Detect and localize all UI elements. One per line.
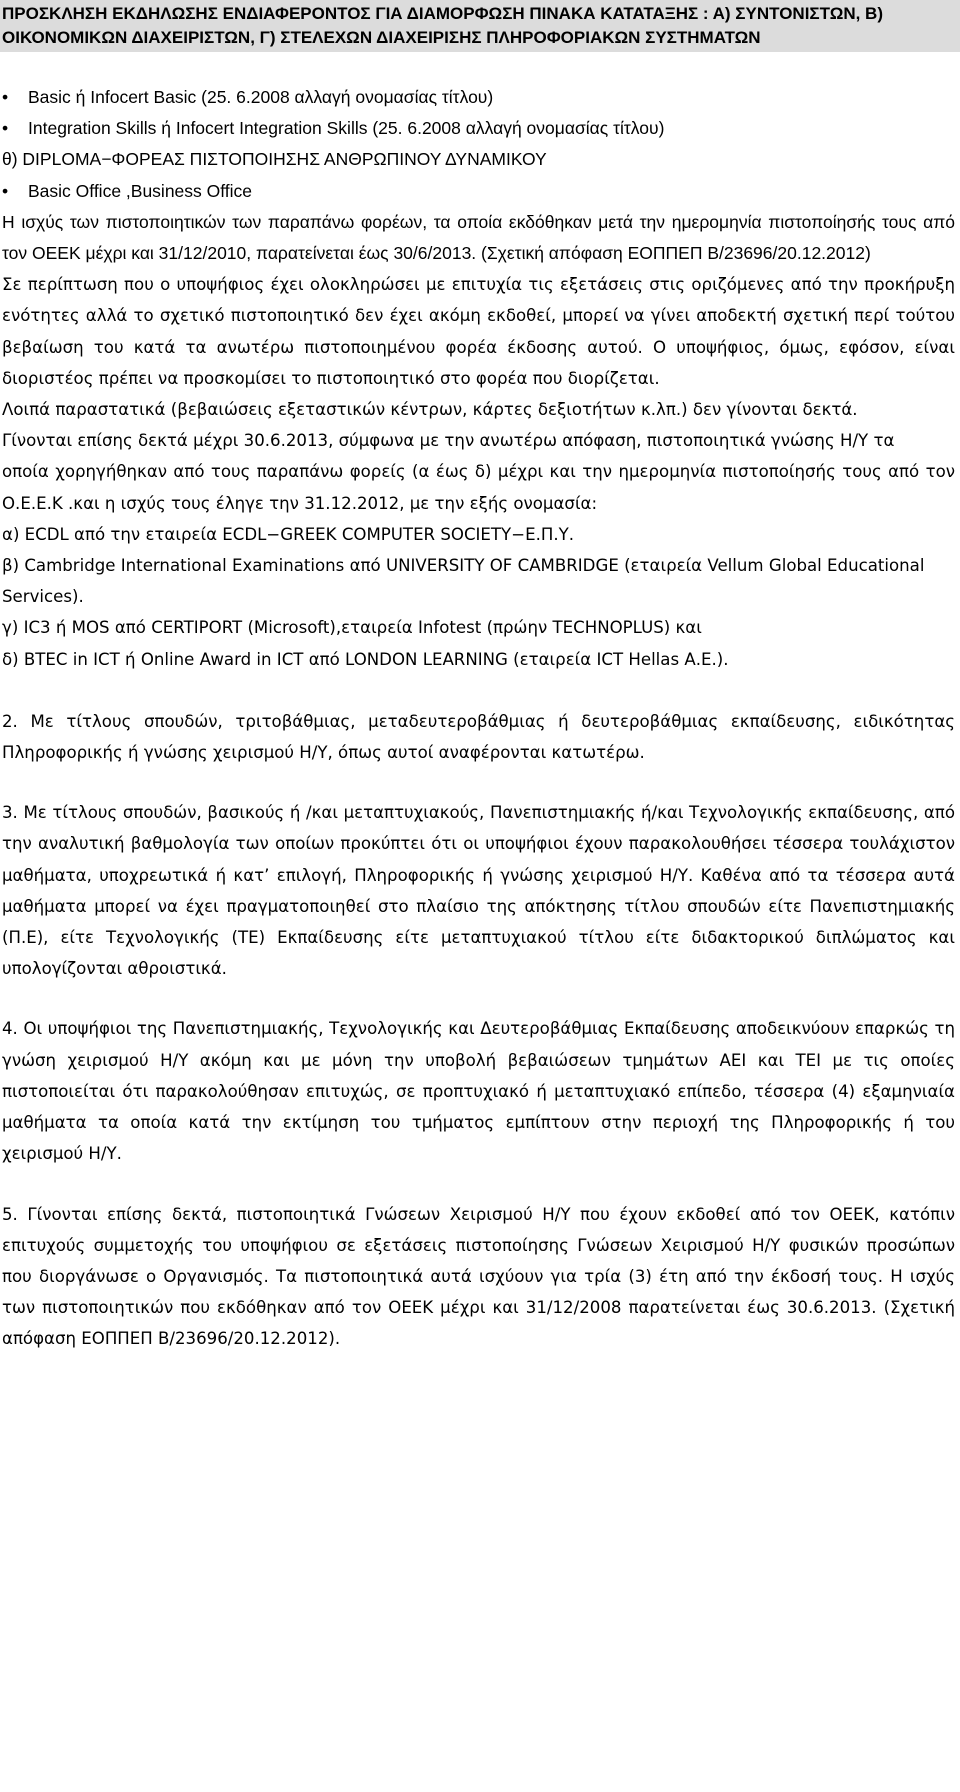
validity-paragraph: Η ισχύς των πιστοποιητικών των παραπάνω φορέων, τα οποία εκδόθηκαν μετά την ημερομηνία πιστοποίησής τους από τον ΟΕΕΚ μέχρι και 31/12/2010, παρατείνεται έως 30/6/2013. (Σχετική απόφαση ΕΟΠΠΕΠ Β/23696/20.12.2012) — [2, 211, 955, 264]
bullet-icon: • — [2, 118, 9, 139]
numbered-paragraph-3: 3. Με τίτλους σπουδών, βασικούς ή /και μεταπτυχιακούς, Πανεπιστημιακής ή/και Τεχνολογικής εκπαίδευσης, από την αναλυτική βαθμολογία των οποίων προκύπτει ότι οι υποψήφιοι έχουν παρακολουθήσει τέσσερα τουλάχιστον μαθήματα, υποχρεωτικά ή κατ’ επιλογή, Πληροφορικής ή γνώσης χειρισμού Η/Υ. Καθένα από τα τέσσερα αυτά μαθήματα μπορεί να έχει πραγματοποιηθεί στο πλαίσιο της απόκτησης τίτλου σπουδών είτε Πανεπιστημιακής (Π.Ε), είτε Τεχνολογικής (ΤΕ) Εκπαίδευσης είτε μεταπτυχιακού τίτλου είτε διδακτορικού διπλώματος και υπολογίζονται αθροιστικά. — [2, 803, 955, 979]
bullet-icon: • — [2, 180, 9, 201]
list-item-gamma: γ) IC3 ή MOS από CERTIPORT (Microsoft),εταιρεία Infotest (πρώην TECHNOPLUS) και — [2, 618, 702, 638]
theta-line: θ) DIPLOMA−ΦΟΡΕΑΣ ΠΙΣΤΟΠΟΙΗΣΗΣ ΑΝΘΡΩΠΙΝΟΥ ΔΥΝΑΜΙΚΟΥ — [2, 149, 547, 170]
list-item-delta: δ) BTEC in ICT ή Online Award in ICT από LONDON LEARNING (εταιρεία ICT Hellas Α.Ε.). — [2, 649, 729, 669]
bullet-icon: • — [2, 87, 9, 107]
document-body — [2, 82, 955, 1355]
bullet-item — [2, 176, 955, 207]
accepted-paragraph-2: οποία χορηγήθηκαν από τους παραπάνω φορείς (α έως δ) μέχρι και την ημερομηνία πιστοποίησής τους από τον Ο.Ε.Ε.Κ .και η ισχύς τους έληγε την 31.12.2012, με την εξής ονομασία: — [2, 462, 955, 513]
bullet-item — [2, 82, 955, 113]
list-item-beta: β) Cambridge International Examinations από UNIVERSITY OF CAMBRIDGE (εταιρεία Vellum Global Educational Services). — [2, 556, 925, 607]
pending-certificate-paragraph: Σε περίπτωση που ο υποψήφιος έχει ολοκληρώσει με επιτυχία τις εξετάσεις στις οριζόμενες από την προκήρυξη ενότητες αλλά το σχετικό πιστοποιητικό δεν έχει ακόμη εκδοθεί, μπορεί να γίνει αποδεκτή σχετική περί τούτου βεβαίωση του κατά τα ανωτέρω πιστοποιημένου φορέα έκδοσης αυτού. Ο υποψήφιος, όμως, εφόσον, είναι διοριστέος πρέπει να προσκομίσει το πιστοποιητικό στο φορέα που διορίζεται. — [2, 275, 955, 388]
bullet-text-office: Basic Office ,Business Office — [28, 180, 253, 201]
document-header — [0, 0, 960, 52]
bullet-item — [2, 113, 955, 144]
bullet-text-integration: Integration Skills ή Infocert Integration Skills (25. 6.2008 αλλαγή ονομασίας τίτλου) — [28, 118, 665, 139]
other-documents-paragraph: Λοιπά παραστατικά (βεβαιώσεις εξεταστικών κέντρων, κάρτες δεξιοτήτων κ.λπ.) δεν γίνονται δεκτά. — [2, 400, 858, 420]
numbered-paragraph-4: 4. Οι υποψήφιοι της Πανεπιστημιακής, Τεχνολογικής και Δευτεροβάθμιας Εκπαίδευσης αποδεικνύουν επαρκώς τη γνώση χειρισμού Η/Υ ακόμη και με μόνη την υποβολή βεβαιώσεων τμημάτων ΑΕΙ και ΤΕΙ με τις οποίες πιστοποιείται ότι παρακολούθησαν επιτυχώς, σε προπτυχιακό ή μεταπτυχιακό επίπεδο, τέσσερα (4) εξαμηνιαία μαθήματα τα οποία κατά την εκτίμηση του τμήματος εμπίπτουν στην περιοχή της Πληροφορικής ή του χειρισμού Η/Υ. — [2, 1019, 955, 1164]
accepted-paragraph-1: Γίνονται επίσης δεκτά μέχρι 30.6.2013, σύμφωνα με την ανωτέρω απόφαση, πιστοποιητικά γνώσης Η/Υ τα — [2, 431, 895, 451]
header-line-1: ΠΡΟΣΚΛΗΣΗ ΕΚΔΗΛΩΣΗΣ ΕΝΔΙΑΦΕΡΟΝΤΟΣ ΓΙΑ ΔΙΑΜΟΡΦΩΣΗ ΠΙΝΑΚΑ ΚΑΤΑΤΑΞΗΣ : Α) ΣΥΝΤΟΝΙΣΤΩΝ, Β) — [2, 4, 883, 23]
header-line-2: ΟΙΚΟΝΟΜΙΚΩΝ ΔΙΑΧΕΙΡΙΣΤΩΝ, Γ) ΣΤΕΛΕΧΩΝ ΔΙΑΧΕΙΡΙΣΗΣ ΠΛΗΡΟΦΟΡΙΑΚΩΝ ΣΥΣΤΗΜΑΤΩΝ — [2, 28, 761, 47]
list-item-alpha: α) ECDL από την εταιρεία ECDL−GREEK COMPUTER SOCIETY−Ε.Π.Υ. — [2, 524, 575, 544]
numbered-paragraph-5: 5. Γίνονται επίσης δεκτά, πιστοποιητικά Γνώσεων Χειρισμού Η/Υ που έχουν εκδοθεί από τον ΟΕΕΚ, κατόπιν επιτυχούς συμμετοχής του υποψήφιου σε εξετάσεις πιστοποίησης Γνώσεων Χειρισμού Η/Υ φυσικών προσώπων που διοργάνωσε ο Οργανισμός. Τα πιστοποιητικά αυτά ισχύουν για τρία (3) έτη από την έκδοσή τους. Η ισχύς των πιστοποιητικών που εκδόθηκαν από τον ΟΕΕΚ μέχρι και 31/12/2008 παρατείνεται έως 30.6.2013. (Σχετική απόφαση ΕΟΠΠΕΠ Β/23696/20.12.2012). — [2, 1204, 955, 1349]
numbered-paragraph-2: 2. Με τίτλους σπουδών, τριτοβάθμιας, μεταδευτεροβάθμιας ή δευτεροβάθμιας εκπαίδευσης, ειδικότητας Πληροφορικής ή γνώσης χειρισμού Η/Υ, όπως αυτοί αναφέρονται κατωτέρω. — [2, 711, 955, 763]
bullet-text-basic: Basic ή Infocert Basic (25. 6.2008 αλλαγή ονομασίας τίτλου) — [28, 87, 494, 107]
